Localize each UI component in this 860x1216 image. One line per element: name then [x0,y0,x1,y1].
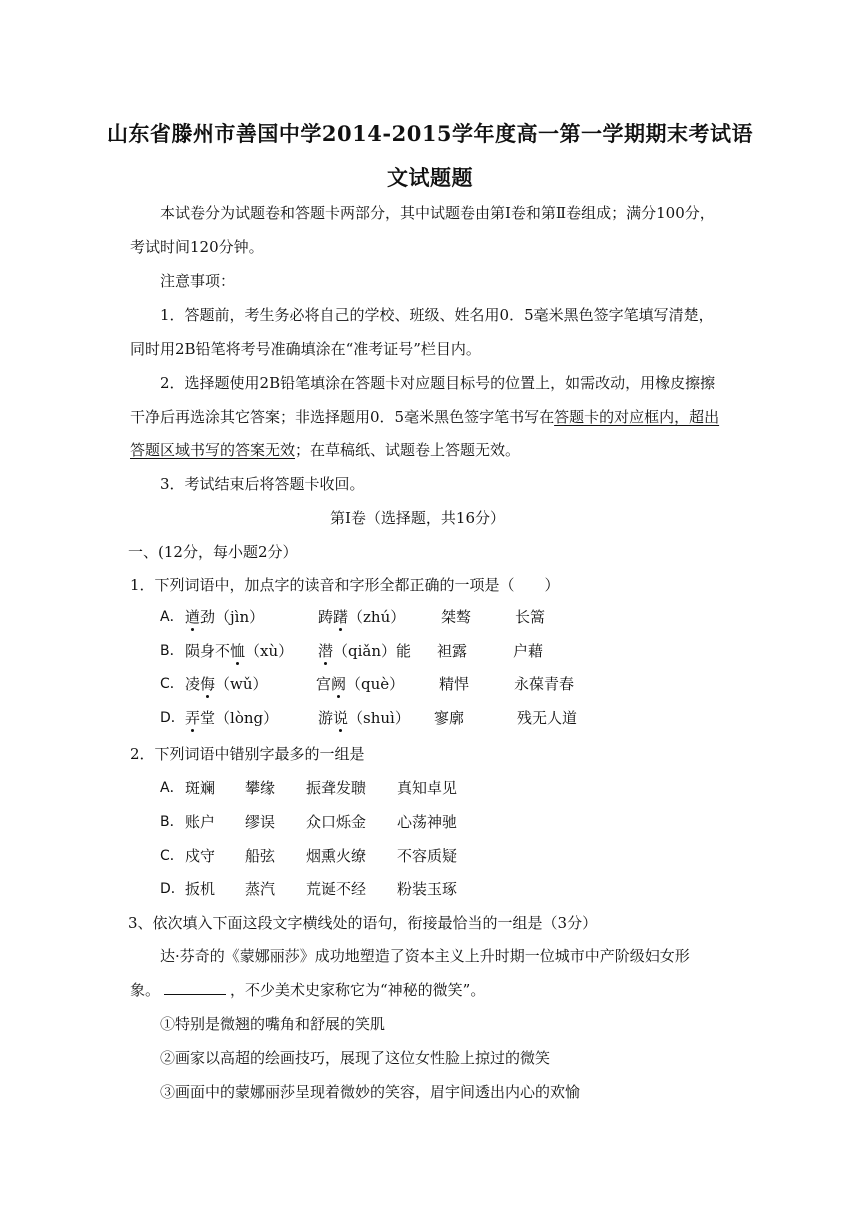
notice-2-line2 [130,407,719,427]
option-word: 真知卓见 [397,779,458,797]
option-word: 精悍 [439,675,470,693]
passage-text: ，不少美术史家称它为“神秘的微笑”。 [230,981,486,999]
passage-text: 象。 [130,981,161,999]
option-word: 攀缘 [245,779,276,797]
option-word: 振聋发聩 [306,779,367,797]
notice-label: 注意事项： [160,272,236,290]
option-word: 袒露 [437,642,468,660]
option-word: 凌侮（wǔ） [185,675,268,693]
section-title: 第Ⅰ卷（选择题，共16分） [330,509,506,527]
option-word: 心荡神驰 [397,813,458,831]
option-label: A． [160,609,184,625]
question-3-passage-line2 [130,980,485,1000]
option-word: 宫阙（què） [316,675,405,693]
option-word: 桀骜 [441,608,472,626]
option-word: 缪误 [245,813,276,831]
notice-1-line2: 同时用2B铅笔将考号准确填涂在“准考证号”栏目内。 [130,340,481,358]
notice-2-line2-text: 干净后再选涂其它答案；非选择题用0．5毫米黑色签字笔书写在 [130,408,555,426]
option-word: 不容质疑 [397,847,458,865]
intro-line2: 考试时间120分钟。 [130,238,264,256]
option-word: 粉装玉琢 [397,880,458,898]
option-word: 踌躇（zhú） [318,608,406,626]
question-3-sentence-2: ②画家以高超的绘画技巧，展现了这位女性脸上掠过的微笑 [160,1049,551,1067]
fill-in-blank [164,980,226,995]
option-label: D． [160,710,185,726]
option-word: 陨身不恤（xù） [185,642,294,660]
notice-3: 3．考试结束后将答题卡收回。 [160,475,365,493]
notice-2-underlined-text: 答题卡的对应框内，超出 [554,408,720,426]
option-word: 斑斓 [185,779,216,797]
option-word: 寥廓 [434,709,465,727]
option-word: 遒劲（jìn） [185,608,265,626]
notice-2-underlined-text-cont: 答题区域书写的答案无效 [130,441,296,459]
question-3-sentence-1: ①特别是微翘的嘴角和舒展的笑肌 [160,1015,386,1033]
option-word: 长篙 [515,608,546,626]
part-header: 一、(12分，每小题2分） [128,543,298,561]
option-label: B． [160,814,184,830]
question-2-stem: 2．下列词语中错别字最多的一组是 [130,745,365,763]
option-word: 蒸汽 [245,880,276,898]
exam-title-line1: 山东省滕州市善国中学2014-2015学年度高一第一学期期末考试语 [106,121,754,146]
option-word: 烟熏火缭 [306,847,367,865]
option-word: 户藉 [513,642,544,660]
option-word: 残无人道 [517,709,578,727]
question-3-passage-line1: 达·芬奇的《蒙娜丽莎》成功地塑造了资本主义上升时期一位城市中产阶级妇女形 [160,947,690,965]
option-word: 船弦 [245,847,276,865]
option-word: 潜（qiǎn）能 [318,642,412,660]
option-word: 戍守 [185,847,216,865]
option-label: C． [160,848,184,864]
question-3-sentence-3: ③画面中的蒙娜丽莎呈现着微妙的笑容，眉宇间透出内心的欢愉 [160,1083,581,1101]
notice-2-line3 [130,440,520,460]
option-word: 弄堂（lòng） [185,709,279,727]
option-label: B． [160,643,184,659]
option-label: C． [160,676,184,692]
option-word: 荒诞不经 [306,880,367,898]
option-word: 游说（shuì） [318,709,410,727]
option-word: 账户 [185,813,216,831]
option-word: 扳机 [185,880,216,898]
question-1-stem: 1．下列词语中，加点字的读音和字形全都正确的一项是（ ） [130,576,560,594]
exam-title-line2: 文试题题 [387,165,473,190]
option-word: 永葆青春 [514,675,575,693]
option-label: D． [160,881,185,897]
notice-2-line3-text: ；在草稿纸、试题卷上答题无效。 [295,441,521,459]
notice-1-line1: 1．答题前，考生务必将自己的学校、班级、姓名用0．5毫米黑色签字笔填写清楚， [160,306,714,324]
notice-2-line1: 2．选择题使用2B铅笔填涂在答题卡对应题目标号的位置上，如需改动，用橡皮擦擦 [160,374,716,392]
intro-line1: 本试卷分为试题卷和答题卡两部分，其中试题卷由第Ⅰ卷和第Ⅱ卷组成；满分100分， [160,204,715,222]
question-3-stem: 3、依次填入下面这段文字横线处的语句，衔接最恰当的一组是（3分） [128,914,598,932]
option-word: 众口烁金 [306,813,367,831]
option-label: A． [160,780,184,796]
